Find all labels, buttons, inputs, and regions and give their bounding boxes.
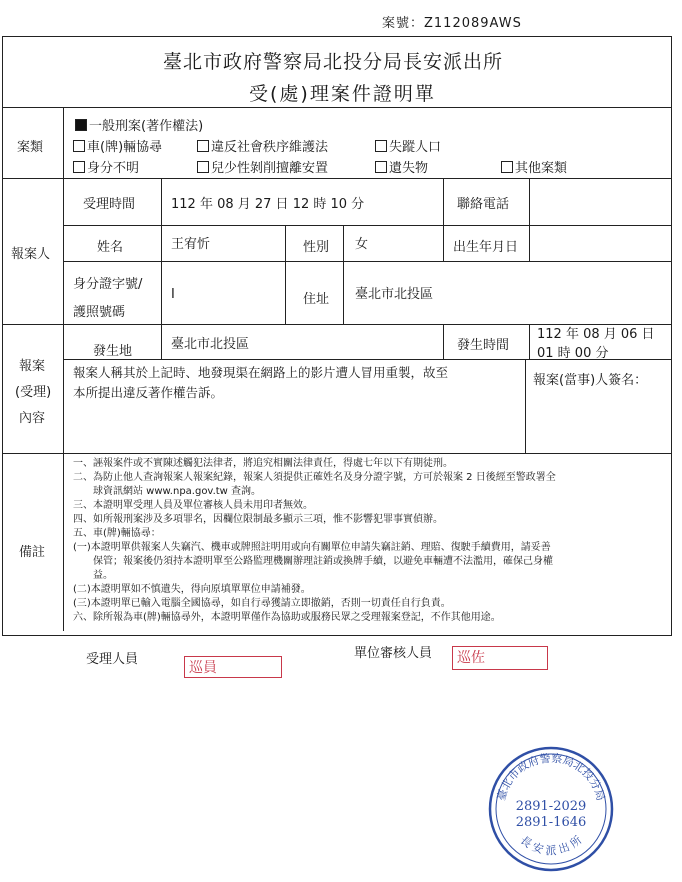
remark-line: 六、除所報為車(牌)輛協尋外，本證明單僅作為協助或服務民眾之受理報案登記，不作其他用途。	[73, 612, 501, 623]
seal-phone-2: 2891-1646	[515, 815, 587, 830]
gender-value: 女	[355, 237, 369, 252]
rule	[63, 107, 64, 631]
rule	[161, 178, 162, 359]
signature-label: 報案(當事)人簽名：	[533, 373, 648, 388]
place-label: 發生地	[93, 344, 133, 359]
content-section-label: (受理)	[15, 385, 52, 400]
time-value-2: 01 時 00 分	[537, 346, 609, 361]
remark-line: (二)本證明單如不慎遺失，得向原填單單位申請補發。	[73, 584, 311, 595]
remarks-label: 備註	[19, 545, 46, 560]
case-option: 其他案類	[501, 157, 567, 176]
form-title: 受(處)理案件證明單	[249, 83, 436, 105]
case-option: 遺失物	[375, 157, 428, 176]
remark-line: (三)本證明單已輸入電腦全國協尋，如自行尋獲請立即撤銷，否則一切責任自行負責。	[73, 598, 451, 609]
id-label: 身分證字號/	[73, 277, 143, 292]
place-value: 臺北市北投區	[171, 337, 250, 352]
certificate-form	[2, 36, 672, 636]
content-section-label: 內容	[19, 411, 46, 426]
checkbox[interactable]	[73, 140, 85, 152]
case-option: 車(牌)輛協尋	[73, 136, 162, 155]
rule	[63, 225, 671, 226]
reviewer-label: 單位審核人員	[354, 646, 433, 661]
address-value: 臺北市北投區	[355, 287, 434, 302]
rule	[529, 178, 530, 261]
case-type-primary: 一般刑案(著作權法)	[75, 115, 203, 134]
id-value: I	[171, 287, 175, 302]
reviewer-stamp: 巡佐	[452, 646, 548, 670]
reporter-section-label: 報案人	[11, 247, 51, 262]
rule	[443, 178, 444, 261]
case-option: 兒少性剝削擅離安置	[197, 157, 328, 176]
remark-line: 二、為防止他人查詢報案人報案紀錄，報案人須提供正確姓名及身分證字號，方可於報案 2 日後經至警政署全	[73, 472, 556, 483]
rule	[529, 324, 530, 359]
accept-time-value: 112 年 08 月 27 日 12 時 10 分	[171, 197, 365, 212]
accept-time-label: 受理時間	[83, 197, 136, 212]
time-label: 發生時間	[457, 338, 510, 353]
rule	[285, 225, 286, 324]
seal-bottom-text: 長 安 派 出 所	[517, 833, 585, 858]
gender-label: 性別	[303, 240, 330, 255]
remark-line: 四、如所報刑案涉及多項罪名，因欄位限制最多顯示三項，惟不影響犯罪事實偵辦。	[73, 514, 443, 525]
case-type-label: 案類	[17, 140, 44, 155]
checkbox[interactable]	[501, 161, 513, 173]
id-label-2: 護照號碼	[73, 305, 126, 320]
case-option: 違反社會秩序維護法	[197, 136, 328, 155]
receiver-stamp: 巡員	[184, 656, 282, 678]
receiver-label: 受理人員	[86, 652, 139, 667]
checkbox[interactable]	[197, 140, 209, 152]
remark-line: 五、車(牌)輛協尋：	[73, 528, 161, 539]
case-option: 失蹤人口	[375, 136, 441, 155]
rule	[63, 261, 671, 262]
remark-line: 保管；報案後仍須持本證明單至公路監理機關辦理註銷或換牌手續，以避免車輛遭不法濫用，確保己身權	[73, 556, 553, 567]
case-number: 案號：Z112089AWS	[382, 16, 522, 31]
name-label: 姓名	[97, 240, 124, 255]
phone-label: 聯絡電話	[457, 197, 510, 212]
content-section-label: 報案	[19, 359, 46, 374]
seal-outer-text: 臺北市政府警察局北投分局	[494, 751, 608, 803]
address-label: 住址	[303, 292, 330, 307]
rule	[3, 453, 671, 454]
remark-line: 益。	[73, 570, 113, 581]
description-line: 本所提出違反著作權告訴。	[73, 385, 224, 400]
rule	[3, 107, 671, 108]
checkbox[interactable]	[197, 161, 209, 173]
rule	[525, 359, 526, 453]
checkbox-checked[interactable]	[75, 119, 87, 131]
time-value: 112 年 08 月 06 日	[537, 327, 655, 342]
seal-phone-1: 2891-2029	[515, 799, 587, 814]
checkbox[interactable]	[375, 161, 387, 173]
remark-line: 一、誣報案件或不實陳述觸犯法律者，將追究相關法律責任，得處七年以下有期徒刑。	[73, 458, 453, 469]
case-option: 身分不明	[73, 157, 139, 176]
station-title: 臺北市政府警察局北投分局長安派出所	[163, 51, 504, 73]
rule	[3, 178, 671, 179]
rule	[443, 324, 444, 359]
remark-line: (一)本證明單供報案人失竊汽、機車或牌照註明用或向有關單位申請失竊註銷、理賠、復駛手續費用，請妥善	[73, 542, 551, 553]
rule	[343, 225, 344, 324]
remark-line: 球資訊網站 www.npa.gov.tw 查詢。	[73, 486, 262, 497]
birthday-label: 出生年月日	[453, 240, 519, 255]
checkbox[interactable]	[375, 140, 387, 152]
remark-line: 三、本證明單受理人員及單位審核人員未用印者無效。	[73, 500, 313, 511]
checkbox[interactable]	[73, 161, 85, 173]
police-seal	[486, 744, 616, 874]
name-value: 王宥忻	[171, 237, 211, 252]
description-line: 報案人稱其於上記時、地發現渠在網路上的影片遭人冒用重製，故至	[73, 365, 449, 380]
